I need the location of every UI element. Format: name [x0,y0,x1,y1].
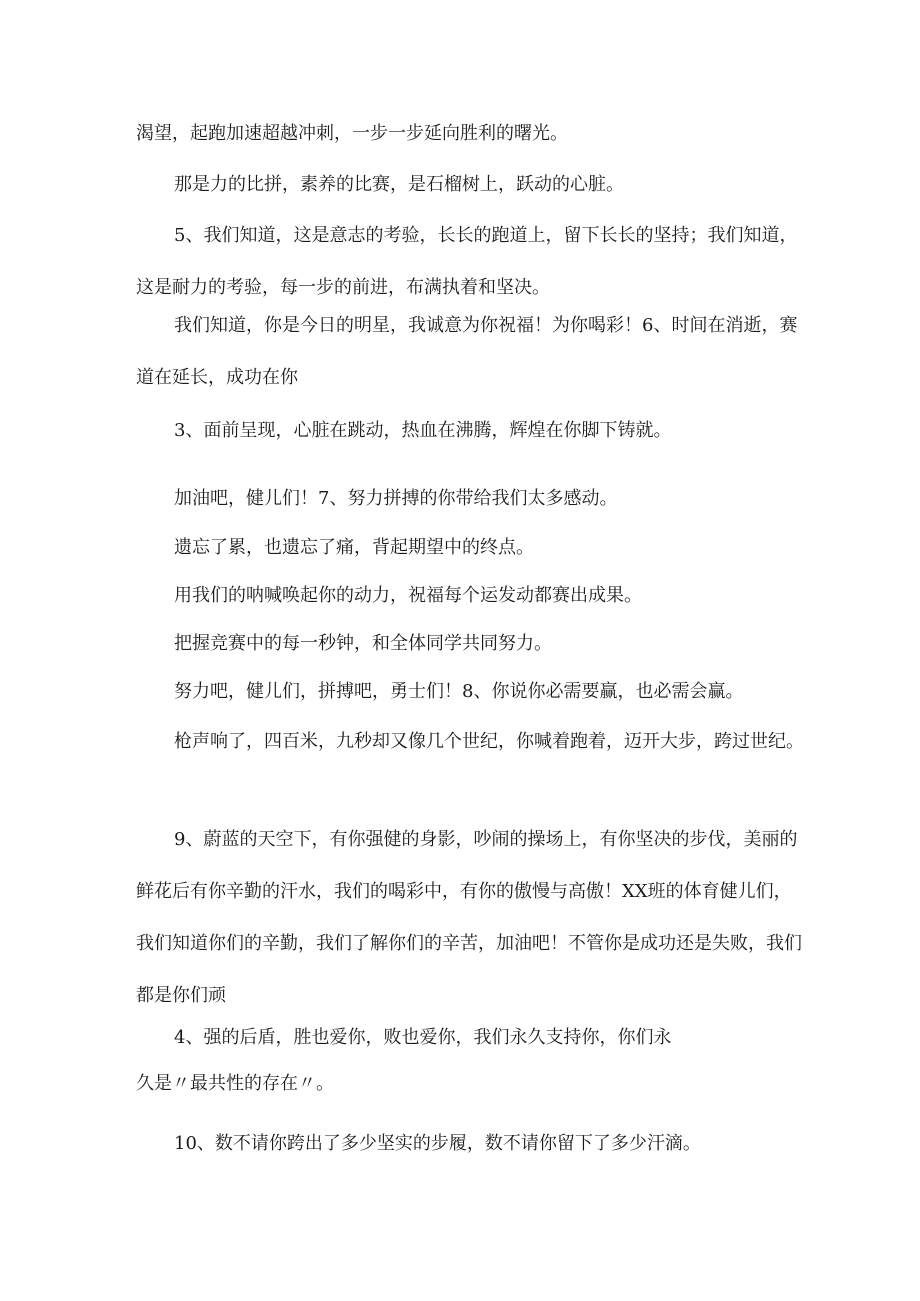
paragraph-3: 5、我们知道，这是意志的考验，长长的跑道上，留下长长的坚持；我们知道，这是耐力的考验，每一步的前进，布满执着和坚决。 [136,225,798,298]
paragraph-8: 用我们的呐喊唤起你的动力，祝福每个运发动都赛出成果。 [174,585,642,606]
paragraph-15: 10、数不请你跨出了多少坚实的步履，数不请你留下了多少汗滴。 [174,1133,701,1154]
paragraph-6: 加油吧，健儿们！7、努力拼搏的你带给我们太多感动。 [174,488,618,509]
paragraph-11: 枪声响了，四百米，九秒却又像几个世纪，你喊着跑着，迈开大步，跨过世纪。 [174,731,804,752]
paragraph-4: 我们知道，你是今日的明星，我诚意为你祝福！为你喝彩！6、时间在消逝，赛道在延长，成功在你 [136,315,798,388]
paragraph-7: 遗忘了累，也遗忘了痛，背起期望中的终点。 [174,537,534,558]
paragraph-10: 努力吧，健儿们，拼搏吧，勇士们！8、你说你必需要赢，也必需会赢。 [174,681,744,702]
paragraph-1: 渴望，起跑加速超越冲刺，一步一步延向胜利的曙光。 [136,123,568,144]
paragraph-12: 9、蔚蓝的天空下，有你强健的身影，吵闹的操场上，有你坚决的步伐，美丽的鲜花后有你辛勤的汗水，我们的喝彩中，有你的傲慢与高傲！XX班的体育健儿们，我们知道你们的辛勤，我们了解你们的辛苦，加油吧！不管你是成功还是失败，我们都是你们顽 [136,829,802,1006]
paragraph-2: 那是力的比拼，素养的比赛，是石榴树上，跃动的心脏。 [174,174,624,195]
paragraph-9: 把握竞赛中的每一秒钟，和全体同学共同努力。 [174,633,552,654]
paragraph-5: 3、面前呈现，心脏在跳动，热血在沸腾，辉煌在你脚下铸就。 [174,420,672,441]
paragraph-14: 久是〃最共性的存在〃。 [136,1073,334,1094]
paragraph-13: 4、强的后盾，胜也爱你，败也爱你，我们永久支持你，你们永 [174,1027,672,1048]
